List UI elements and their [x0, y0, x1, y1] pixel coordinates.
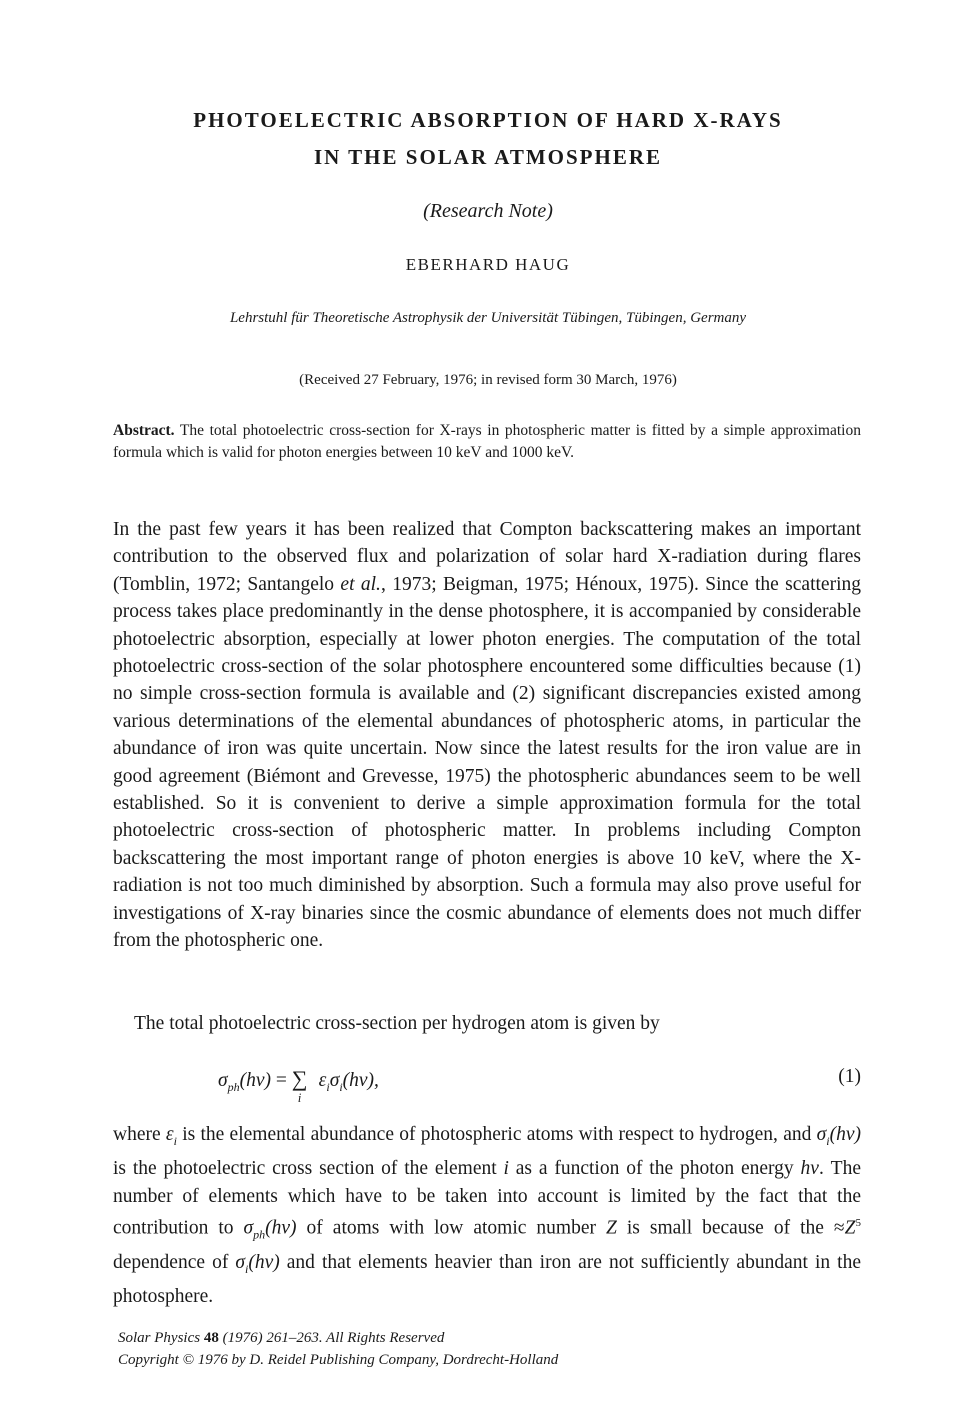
footer-volume: 48	[203, 1330, 219, 1346]
p3-text-2: is the elemental abundance of photospheric atoms with respect to hydrogen, and	[176, 1124, 817, 1145]
paragraph-1-text-a: In the past few years it has been realized that Compton backscattering makes an important contribution to the observed flux and polarization of solar hard X-radiation during flares (Tomblin, 1972; Santangelo	[113, 519, 861, 595]
sum-operator	[291, 1066, 314, 1105]
p3-sigma-i-2: σ	[235, 1251, 245, 1273]
footer-copyright: Copyright © 1976 by D. Reidel Publishing Company, Dordrecht-Holland	[118, 1352, 559, 1368]
eq-rhs-end: (hν),	[342, 1070, 379, 1091]
abstract-text: The total photoelectric cross-section for X-rays in photospheric matter is fitted by a simple approximation formula which is valid for photon energies between 10 keV and 1000 keV.	[113, 422, 861, 461]
p3-text-9: and that elements heavier than iron are not sufficiently abundant in the photosphere.	[113, 1251, 861, 1308]
eq-sigma-i-sub: i	[339, 1079, 343, 1094]
p3-text-5: . The number of elements which have to be taken into account is limited by the fact that the contribution to	[113, 1158, 861, 1239]
p3-text-6: of atoms with low atomic number	[296, 1217, 606, 1239]
body-paragraph-1	[113, 516, 861, 955]
p3-sigma-ph-sub: ph	[253, 1227, 266, 1242]
equation-number: (1)	[838, 1066, 861, 1087]
eq-arg: (hν)	[239, 1070, 272, 1091]
p3-sigma-arg: (hν)	[829, 1124, 861, 1145]
p3-sigma: σ	[816, 1124, 827, 1145]
received-date: (Received 27 February, 1976; in revised form 30 March, 1976)	[299, 372, 677, 388]
equation-1	[113, 1062, 861, 1112]
sum-sign: ∑	[291, 1066, 308, 1091]
p3-z5-exponent: 5	[855, 1217, 861, 1230]
p3-element-i: i	[503, 1158, 509, 1180]
eq-equals: =	[271, 1070, 292, 1091]
p3-z5: Z	[844, 1217, 856, 1239]
abstract-label: Abstract.	[113, 422, 175, 439]
sum-index: i	[297, 1090, 302, 1105]
author-name: EBERHARD HAUG	[405, 255, 571, 274]
eq-epsilon-sub: i	[326, 1079, 330, 1094]
p3-z: Z	[605, 1217, 617, 1239]
p3-epsilon-sub: i	[173, 1133, 177, 1148]
p3-sigma-i-2-sub: i	[244, 1261, 249, 1276]
footer-journal-line	[118, 1327, 558, 1349]
p3-sigma-sub: i	[826, 1133, 830, 1148]
p3-text-3: is the photoelectric cross section of the element	[113, 1158, 504, 1180]
eq-sigma-ph: σ	[218, 1070, 228, 1091]
equation-body	[218, 1066, 379, 1105]
eq-sigma-i: σ	[329, 1070, 340, 1091]
citation-et-al: et al.	[340, 573, 381, 595]
p3-epsilon: ε	[165, 1124, 174, 1145]
paper-title-line-1: PHOTOELECTRIC ABSORPTION OF HARD X-RAYS	[193, 108, 783, 132]
p3-photon-energy: hν	[800, 1158, 819, 1180]
body-paragraph-3	[113, 1121, 861, 1311]
p3-sigma-ph: σ	[243, 1217, 254, 1239]
paper-subtitle: (Research Note)	[423, 200, 553, 222]
paper-title-line-2: IN THE SOLAR ATMOSPHERE	[313, 145, 663, 169]
paragraph-1-text-b: , 1973; Beigman, 1975; Hénoux, 1975). Since the scattering process takes place predominantly in the dense photosphere, it is accompanied by considerable photoelectric absorption, especially at lower photon energies. The computation of the total photoelectric cross-section of the solar photosphere encountered some difficulties because (1) no simple cross-section formula is available and (2) significant discrepancies existed among various determinations of the elemental abundances of photospheric atoms, in particular the abundance of iron was quite uncertain. Now since the latest results for the iron value are in good agreement (Biémont and Grevesse, 1975) the photospheric abundances seem to be well established. So it is convenient to derive a simple approximation formula for the total photoelectric cross-section of photospheric matter. In problems including Compton backscattering the most important range of photon energies is above 10 keV, where the X-radiation is not too much diminished by absorption. Such a formula may also prove useful for investigations of X-ray binaries since the cosmic abundance of elements does not much differ from the photospheric one.	[113, 573, 861, 952]
p3-sigma-ph-arg: (hν)	[265, 1217, 297, 1239]
footer-pages: (1976) 261–263. All Rights Reserved	[218, 1330, 445, 1346]
p3-text-1: where	[113, 1124, 166, 1145]
p3-text-4: as a function of the photon energy	[508, 1158, 801, 1180]
author-affiliation: Lehrstuhl für Theoretische Astrophysik der Universität Tübingen, Tübingen, Germany	[229, 310, 747, 326]
footer-journal: Solar Physics	[118, 1330, 204, 1346]
footer-citation	[118, 1327, 558, 1371]
abstract	[113, 420, 861, 464]
p3-text-7: is small because of the ≈	[616, 1217, 845, 1239]
eq-sub-ph: ph	[227, 1079, 240, 1094]
p3-text-8: dependence of	[113, 1251, 236, 1273]
body-paragraph-2: The total photoelectric cross-section per hydrogen atom is given by	[134, 1013, 660, 1034]
p3-sigma-i-2-arg: (hν)	[248, 1251, 280, 1273]
eq-epsilon: ε	[318, 1070, 327, 1091]
